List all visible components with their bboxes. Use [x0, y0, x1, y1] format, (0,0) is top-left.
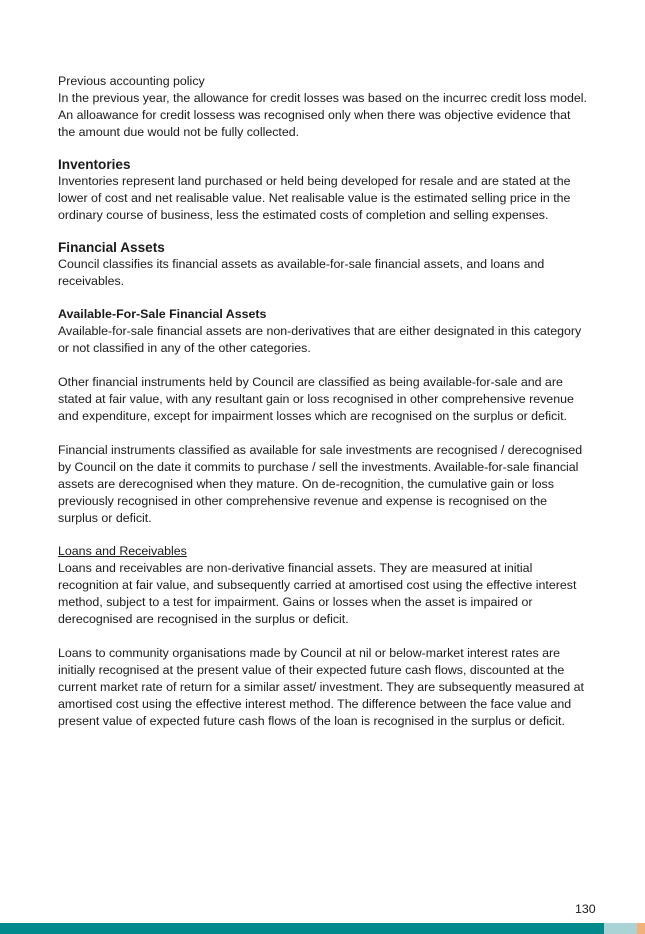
available-for-sale-paragraph: Available-for-sale financial assets are non-derivatives that are either designated in this category or not classified in any of the other categories.: [58, 324, 582, 355]
loans-receivables-paragraph: Loans and receivables are non-derivative financial assets. They are measured at initial recognition at fair value, and subsequently carried at amortised cost using the effective interest method, subject to a test for impairment. Gains or losses when the asset is impaired or derecognised are recognised in the surplus or deficit.: [58, 561, 577, 626]
footer-bar-teal: [0, 923, 604, 934]
previous-policy-body: In the previous year, the allowance for credit losses was based on the incurrec credit loss model. An alloawance for credit lossess was recognised only when there was objective evidence that the amount due would not be fully collected.: [58, 91, 587, 139]
loans-receivables-heading: Loans and Receivables: [58, 544, 187, 558]
inventories-heading: Inventories: [58, 157, 131, 172]
financial-assets-heading: Financial Assets: [58, 240, 165, 255]
financial-assets-body: Council classifies its financial assets as available-for-sale financial assets, and loans and receivables.: [58, 257, 545, 288]
available-for-sale-paragraph: Financial instruments classified as available for sale investments are recognised / derecognised by Council on the date it commits to purchase / sell the investments. Available-for-sale financial assets are derecognised when they mature. On de-recognition, the cumulative gain or loss previously recognised in other comprehensive revenue and expense is recognised on the surplus or deficit.: [58, 443, 583, 525]
footer-bar-light: [604, 923, 637, 934]
available-for-sale-heading: Available-For-Sale Financial Assets: [58, 307, 267, 321]
page-number: 130: [575, 902, 596, 916]
loans-receivables-paragraph: Loans to community organisations made by Council at nil or below-market interest rates are initially recognised at the present value of their expected future cash flows, discounted at the current market rate of return for a similar asset/ investment. They are subsequently measured at amortised cost using the effective interest method. The difference between the face value and present value of expected future cash flows of the loan is recognised in the surplus or deficit.: [58, 646, 584, 728]
available-for-sale-paragraph: Other financial instruments held by Council are classified as being available-for-sale and are stated at fair value, with any resultant gain or loss recognised in other comprehensive revenue and expenditure, except for impairment losses which are recognised on the surplus or deficit.: [58, 375, 574, 423]
inventories-body: Inventories represent land purchased or held being developed for resale and are stated at the lower of cost and net realisable value. Net realisable value is the estimated selling price in the ordinary course of business, less the estimated costs of completion and selling expenses.: [58, 174, 571, 222]
document-body: [58, 73, 590, 730]
previous-policy-title: Previous accounting policy: [58, 74, 205, 88]
footer-bar-accent: [637, 923, 645, 934]
